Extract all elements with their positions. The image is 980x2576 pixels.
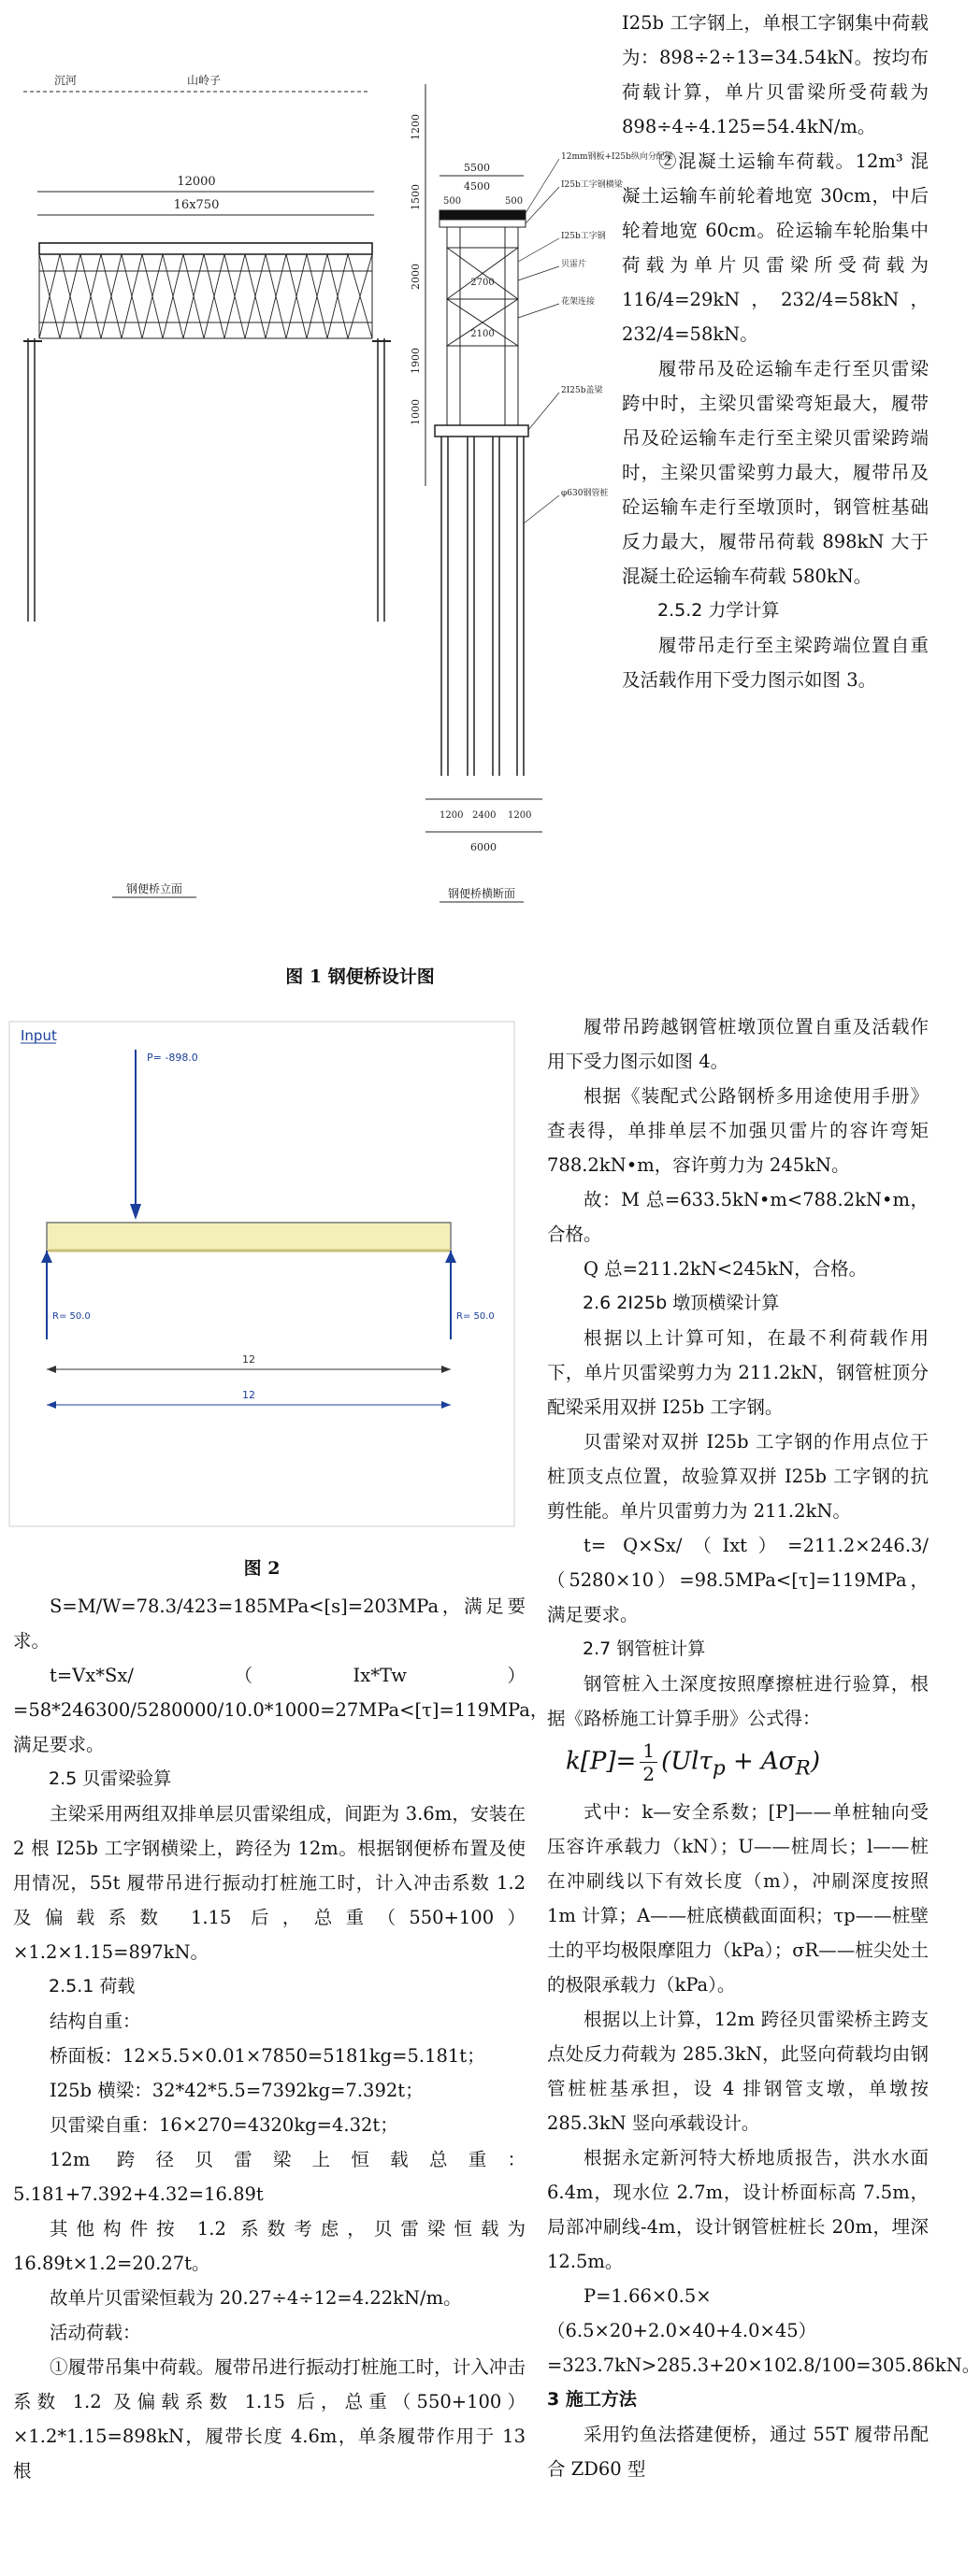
section-heading: 2.5.2 力学计算 xyxy=(657,600,780,621)
figure-2-drawing xyxy=(0,1012,524,1536)
paragraph: 结构自重： xyxy=(50,2011,141,2032)
dim-16x750: 16x750 xyxy=(173,198,220,212)
dim-4500: 4500 xyxy=(464,180,490,193)
dim-12000: 12000 xyxy=(177,175,216,189)
dim-2700: 2700 xyxy=(470,278,495,288)
deck-cross xyxy=(440,210,526,220)
svg-text:1500: 1500 xyxy=(410,184,422,210)
paragraph: 根据以上计算，12m 跨径贝雷梁桥主跨支点处反力荷载为 285.3kN，此竖向荷载均由钢管桩桩基承担，设 4 排钢管支墩，单墩按 285.3kN 竖向承载设计。 xyxy=(547,2008,929,2134)
dim-500a: 500 xyxy=(443,196,462,207)
note-brace: 花架连接 xyxy=(561,297,596,307)
piles-cross xyxy=(441,436,524,776)
formula-lhs: k[P]= xyxy=(566,1747,637,1776)
section-heading: 2.7 钢管桩计算 xyxy=(583,1639,706,1659)
cross-frame xyxy=(447,227,518,425)
paragraph: ①履带吊集中荷载。履带吊进行振动打桩施工时，计入冲击系数 1.2 及偏载系数 1.15 后，总重（550+100）×1.2*1.15=898kN，履带长度 4.6m，单条履带作用于 13 根 xyxy=(13,2356,526,2482)
span-label-b: 12 xyxy=(242,1389,255,1401)
formula-close: ) xyxy=(810,1747,821,1776)
pile-capacity-formula xyxy=(547,1739,929,1791)
svg-text:1000: 1000 xyxy=(410,399,422,425)
truss-outline xyxy=(39,254,372,338)
dim-2100: 2100 xyxy=(470,329,495,339)
span-label-a: 12 xyxy=(242,1353,255,1366)
paragraph: 故：M 总=633.5kN•m<788.2kN•m，合格。 xyxy=(547,1189,929,1245)
right-column-top xyxy=(622,6,929,697)
figure-2-frame xyxy=(9,1022,514,1526)
dim-5500: 5500 xyxy=(464,162,490,174)
paragraph: Q 总=211.2kN<245kN，合格。 xyxy=(584,1258,868,1280)
truss-web xyxy=(39,254,372,338)
svg-text:1900: 1900 xyxy=(410,348,422,374)
deck-slab xyxy=(39,243,372,254)
paragraph: 主梁采用两组双排单层贝雷梁组成，间距为 3.6m，安装在 2 根 I25b 工字钢横梁上，跨径为 12m。根据钢便桥布置及使用情况，55t 履带吊进行振动打桩施工时，计入冲击系数 1.2 及偏载系数 1.15 后，总重（550+100）×1.2×1.15=897kN。 xyxy=(13,1803,526,1963)
side-view-title: 钢便桥立面 xyxy=(125,882,183,895)
figure-1-drawing xyxy=(0,0,673,944)
paragraph: 其他构件按 1.2 系数考虑，贝雷梁恒载为 16.89t×1.2=20.27t。 xyxy=(13,2218,526,2274)
section-heading: 3 施工方法 xyxy=(547,2388,637,2410)
svg-text:1200: 1200 xyxy=(410,114,422,140)
right-column-bottom xyxy=(547,1009,980,2486)
paragraph: t=Vx*Sx/（Ix*Tw）=58*246300/5280000/10.0*1000=27MPa<[τ]=119MPa，满足要求。 xyxy=(13,1665,549,1755)
note-deck: 12mm钢板+I25b纵向分配梁 xyxy=(561,152,673,162)
left-column-bottom xyxy=(13,1589,549,2488)
paragraph: 采用钓鱼法搭建便桥，通过 55T 履带吊配合 ZD60 型 xyxy=(547,2423,929,2480)
dim-500b: 500 xyxy=(505,196,524,207)
note-cap: 2I25b盖梁 xyxy=(561,386,603,395)
note-i25: I25b工字钢 xyxy=(561,232,606,241)
dim-1200a: 1200 xyxy=(440,810,464,821)
paragraph: =323.7kN>285.3+20×102.8/100=305.86kN。 xyxy=(547,2354,980,2376)
formula-sub-p: p xyxy=(712,1756,726,1781)
formula-fraction xyxy=(640,1739,657,1785)
paragraph: 钢管桩入土深度按照摩擦桩进行验算，根据《路桥施工计算手册》公式得： xyxy=(547,1673,929,1729)
paragraph: 履带吊跨越钢管桩墩顶位置自重及活载作用下受力图示如图 4。 xyxy=(547,1016,929,1072)
section-heading: 2.6 2I25b 墩顶横梁计算 xyxy=(583,1293,780,1313)
paragraph: 贝雷梁自重：16×270=4320kg=4.32t； xyxy=(50,2114,398,2136)
paragraph: 活动荷载： xyxy=(50,2322,141,2343)
formula-numerator: 1 xyxy=(640,1739,657,1763)
note-beam: I25b工字钢横梁 xyxy=(561,180,623,190)
paragraph: 根据《装配式公路钢桥多用途使用手册》查表得，单排单层不加强贝雷片的容许弯矩 788.2kN•m，容许剪力为 245kN。 xyxy=(547,1085,929,1176)
paragraph: 式中：k—安全系数；[P]——单桩轴向受压容许承载力（kN）；U——桩周长；l——桩在冲刷线以下有效长度（m），冲刷深度按照 1m 计算；A——桩底横截面面积；τp——桩壁土的平均极限摩阻力（kPa）；σR——桩尖处土的极限承载力（kPa）。 xyxy=(547,1800,929,1996)
paragraph: 根据永定新河特大桥地质报告，洪水水面 6.4m，现水位 2.7m，设计桥面标高 7.5m，局部冲刷线-4m，设计钢管桩桩长 20m，埋深 12.5m。 xyxy=(547,2146,929,2272)
dim-1200b: 1200 xyxy=(508,810,532,821)
paragraph: I25b 工字钢上，单根工字钢集中荷载为：898÷2÷13=34.54kN。按均布荷载计算，单片贝雷梁所受荷载为 898÷4÷4.125=54.4kN/m。 xyxy=(622,12,929,137)
paragraph: 根据以上计算可知，在最不利荷载作用下，单片贝雷梁剪力为 211.2kN，钢管桩顶分配梁采用双拼 I25b 工字钢。 xyxy=(547,1327,929,1418)
input-label: Input xyxy=(21,1027,57,1044)
paragraph: t= Q×Sx/（Ixt）=211.2×246.3/（5280×10）=98.5MPa<[τ]=119MPa，满足要求。 xyxy=(547,1535,929,1625)
paragraph: ②混凝土运输车荷载。12m³ 混凝土运输车前轮着地宽 30cm，中后轮着地宽 60cm。砼运输车轮胎集中荷载为单片贝雷梁所受荷载为 116/4=29kN，232/4=58kN，232/4=58kN。 xyxy=(622,150,929,345)
cross-section-title: 钢便桥横断面 xyxy=(447,887,516,900)
formula-denominator: 2 xyxy=(642,1763,656,1785)
pile-cap xyxy=(435,425,528,436)
left-dims xyxy=(410,114,422,425)
beam xyxy=(47,1223,451,1251)
fig1-label-b: 山岭子 xyxy=(187,74,222,87)
dim-2400: 2400 xyxy=(472,810,497,821)
section-heading: 2.5 贝雷梁验算 xyxy=(49,1768,172,1789)
paragraph: I25b 横梁：32*42*5.5=7392kg=7.392t； xyxy=(50,2080,424,2101)
paragraph: 履带吊走行至主梁跨端位置自重及活载作用下受力图示如图 3。 xyxy=(622,635,929,691)
figure-1-caption: 图 1 钢便桥设计图 xyxy=(285,966,435,987)
paragraph: S=M/W=78.3/423=185MPa<[s]=203MPa，满足要求。 xyxy=(13,1596,526,1652)
svg-text:2000: 2000 xyxy=(410,264,422,290)
paragraph: P=1.66×0.5×（6.5×20+2.0×40+4.0×45） xyxy=(547,2284,817,2341)
right-reaction: R= 50.0 xyxy=(456,1311,495,1322)
piers-elevation xyxy=(28,338,384,622)
paragraph: 12m 跨径贝雷梁上恒载总重：5.181+7.392+4.32=16.89t xyxy=(13,2149,526,2205)
fig1-label-a: 沉河 xyxy=(54,74,78,87)
left-reaction: R= 50.0 xyxy=(52,1311,91,1322)
formula-rhs: (Ulτ xyxy=(661,1747,713,1776)
load-label: P= -898.0 xyxy=(147,1052,198,1064)
formula-plus: + Aσ xyxy=(725,1747,796,1776)
formula-sub-r: R xyxy=(795,1756,811,1781)
figure-2-caption: 图 2 xyxy=(243,1558,281,1579)
paragraph: 桥面板：12×5.5×0.01×7850=5181kg=5.181t； xyxy=(50,2045,485,2067)
paragraph: 故单片贝雷梁恒载为 20.27÷4÷12=4.22kN/m。 xyxy=(50,2287,462,2309)
note-pile: φ630钢管桩 xyxy=(561,489,609,498)
paragraph: 履带吊及砼运输车走行至贝雷梁跨中时，主梁贝雷梁弯矩最大，履带吊及砼运输车走行至主梁贝雷梁跨端时，主梁贝雷梁剪力最大，履带吊及砼运输车走行至墩顶时，钢管桩基础反力最大，履带吊荷载 898kN 大于混凝土砼运输车荷载 580kN。 xyxy=(622,358,929,587)
dim-6000: 6000 xyxy=(470,841,497,853)
note-truss: 贝雷片 xyxy=(561,260,587,269)
paragraph: 贝雷梁对双拼 I25b 工字钢的作用点位于桩顶支点位置，故验算双拼 I25b 工字钢的抗剪性能。单片贝雷剪力为 211.2kN。 xyxy=(547,1431,929,1522)
section-heading: 2.5.1 荷载 xyxy=(49,1976,136,1996)
